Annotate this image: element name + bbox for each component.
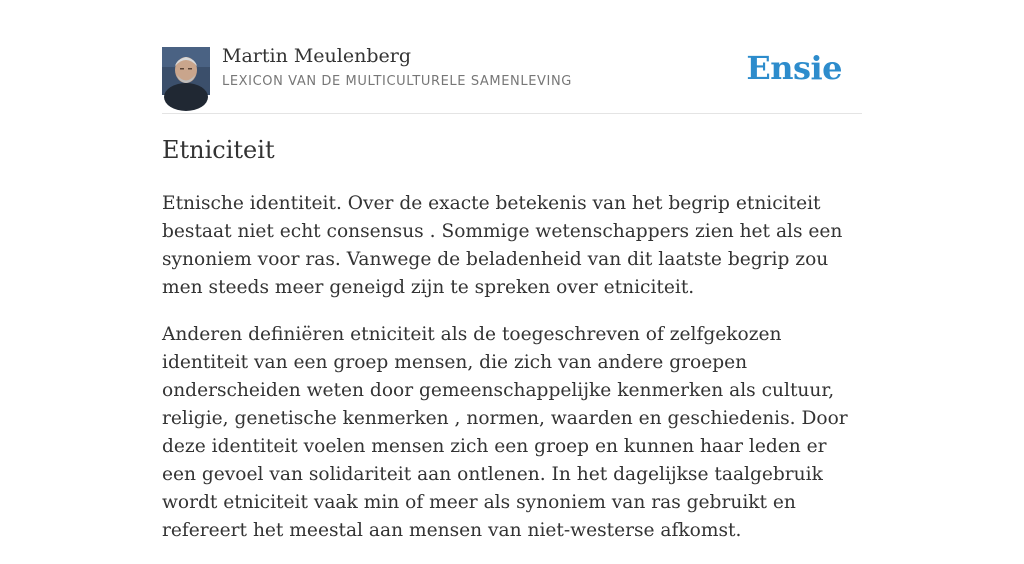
- author-name[interactable]: Martin Meulenberg: [222, 45, 411, 67]
- article-title: Etniciteit: [162, 136, 275, 164]
- author-portrait-icon: [162, 47, 210, 95]
- ensie-logo[interactable]: Ensie: [746, 49, 842, 87]
- article-paragraph: Etnische identiteit. Over de exacte betekenis van het begrip etniciteit bestaat niet echt consensus . Sommige wetenschappers zien het als een synoniem voor ras. Vanwege de beladenheid van dit laatste begrip zou men steeds meer geneigd zijn te spreken over etniciteit.: [162, 193, 843, 298]
- article-body: [162, 190, 862, 564]
- publication-name[interactable]: LEXICON VAN DE MULTICULTURELE SAMENLEVING: [222, 74, 572, 89]
- article-paragraph: Anderen definiëren etniciteit als de toegeschreven of zelfgekozen identiteit van een groep mensen, die zich van andere groepen onderscheiden weten door gemeenschappelijke kenmerken als cultuur, religie, genetische kenmerken , normen, waarden en geschiedenis. Door deze identiteit voelen mensen zich een groep en kunnen haar leden er een gevoel van solidariteit aan ontlenen. In het dagelijkse taalgebruik wordt etniciteit vaak min of meer als synoniem van ras gebruikt en refereert het meestal aan mensen van niet-westerse afkomst.: [162, 324, 848, 541]
- author-avatar[interactable]: [162, 47, 210, 95]
- article-header: [162, 0, 862, 114]
